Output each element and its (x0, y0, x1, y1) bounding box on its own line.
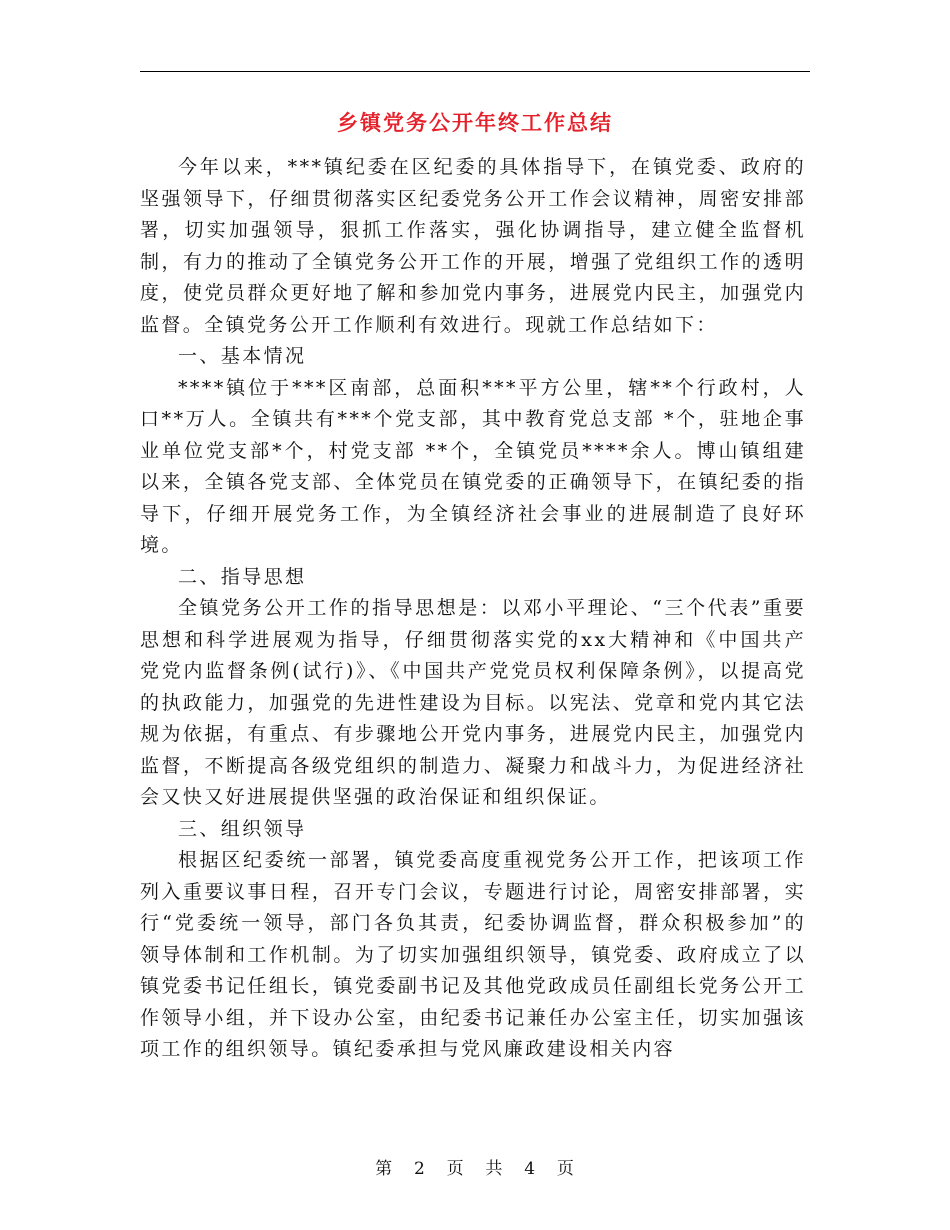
page-footer (0, 1154, 950, 1179)
paragraph-basic: ****镇位于***区南部，总面积***平方公里，辖**个行政村，人口**万人。全镇共有***个党支部，其中教育党总支部 *个，驻地企事业单位党支部*个，村党支部 **个，全镇党员****余人。博山镇组建以来，全镇各党支部、全体党员在镇党委的正确领导下，在镇纪委的指导下，仔细开展党务工作，为全镇经济社会事业的进展制造了良好环境。 (140, 376, 806, 556)
footer-total-unit: 页 (556, 1159, 575, 1179)
header-rule (140, 71, 810, 72)
document-title: 乡镇党务公开年终工作总结 (337, 110, 613, 135)
footer-page-number: 2 (413, 1159, 426, 1179)
section-heading-organization: 三、组织领导 (178, 817, 307, 840)
footer-page-unit: 页 (446, 1159, 465, 1179)
footer-total-label: 共 (485, 1159, 504, 1179)
paragraph-organization: 根据区纪委统一部署，镇党委高度重视党务公开工作，把该项工作列入重要议事日程，召开专门会议，专题进行讨论，周密安排部署，实行“党委统一领导，部门各负其责，纪委协调监督，群众积极参加”的领导体制和工作机制。为了切实加强组织领导，镇党委、政府成立了以镇党委书记任组长，镇党委副书记及其他党政成员任副组长党务公开工作领导小组，并下设办公室，由纪委书记兼任办公室主任，切实加强该项工作的组织领导。镇纪委承担与党风廉政建设相关内容 (140, 849, 806, 1060)
paragraph-intro: 今年以来，***镇纪委在区纪委的具体指导下，在镇党委、政府的坚强领导下，仔细贯彻落实区纪委党务公开工作会议精神，周密安排部署，切实加强领导，狠抓工作落实，强化协调指导，建立健全监督机制，有力的推动了全镇党务公开工作的开展，增强了党组织工作的透明度，使党员群众更好地了解和参加党内事务，进展党内民主，加强党内监督。全镇党务公开工作顺利有效进行。现就工作总结如下： (140, 156, 806, 336)
section-heading-basic: 一、基本情况 (178, 345, 307, 367)
footer-page-label: 第 (375, 1159, 394, 1179)
section-heading-guiding: 二、指导思想 (178, 565, 307, 588)
document-body (140, 152, 806, 1066)
paragraph-guiding: 全镇党务公开工作的指导思想是：以邓小平理论、“三个代表”重要思想和科学进展观为指导，仔细贯彻落实党的xx大精神和《中国共产党党内监督条例(试行)》、《中国共产党党员权利保障条例》，以提高党的执政能力，加强党的先进性建设为目标。以宪法、党章和党内其它法规为依据，有重点、有步骤地公开党内事务，进展党内民主，加强党内监督，不断提高各级党组织的制造力、凝聚力和战斗力，为促进经济社会又快又好进展提供坚强的政治保证和组织保证。 (140, 597, 806, 808)
footer-total-pages: 4 (524, 1159, 537, 1179)
